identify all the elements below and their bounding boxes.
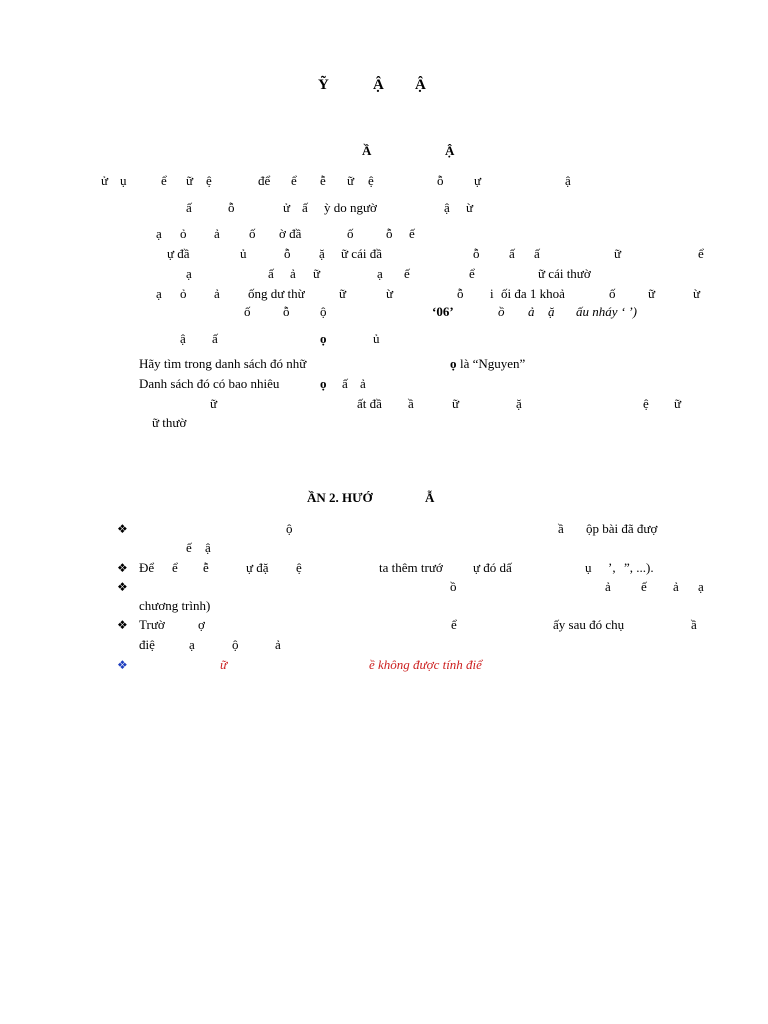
b2-f5: ự đó dấ [473,560,512,575]
b2-f6: ụ [585,560,592,575]
s1-line5-f2: ả [290,266,296,281]
bullet-diamond-icon: ❖ [117,618,128,632]
s1-line5-f1: ấ [268,266,274,281]
s1-line6-f3: ống dư thừ [248,286,305,301]
s1-line4-f4: ữ cái đầ [341,246,382,261]
s1-line4-f0: ự đầ [167,246,190,261]
s1-line7-it0: ồ [498,304,505,319]
doc-title-part-3: Ậ [415,77,426,93]
bullet-diamond-icon: ❖ [117,522,128,536]
s1-line6-f10: ữ [648,286,656,301]
s1-line4-f2: ỗ [284,246,291,261]
b4-cont-f3: ả [275,637,281,652]
s1-line1-f1: ụ [120,173,127,188]
b2-f7: ’, [608,560,616,575]
b2-f4: ta thêm trướ [379,560,443,575]
s1-line1-f8: ữ [347,173,355,188]
s1-question3-f4: ặ [516,396,522,411]
bullet-diamond-icon: ❖ [117,658,128,672]
s1-line6-f0: ạ [156,286,162,301]
section1-heading-part-2: Ậ [445,143,455,158]
s1-line6-f6: ỗ [457,286,464,301]
s1-line4-f1: ủ [240,246,247,261]
s1-line2-f1: ỗ [228,200,235,215]
s1-line1-f3: ữ [186,173,194,188]
b3-f0: ồ [450,579,457,594]
b1-f1: ầ [558,521,564,536]
s1-question3-f5: ệ [643,396,649,411]
s1-question3-f1: ất đầ [357,396,382,411]
s1-line5-f6: ể [469,266,475,281]
b1-cont-f0: ế [186,540,192,555]
s1-line6-f4: ữ [339,286,347,301]
s1-question2-c0: ấ [342,376,348,391]
b3-f1: ả [605,579,611,594]
b1-f2: ộp bài đã đượ [586,521,658,536]
s1-line7-it3: ấu nháy ‘ ’) [576,304,638,319]
b4-cont-f0: điệ [139,637,155,652]
section2-heading-a: ẦN 2. HƯỚ [307,490,373,505]
b4-cont-f1: ạ [189,637,195,652]
s1-line6-f8: ối đa 1 khoả [501,286,565,301]
s1-line7-f0: ố [244,304,251,319]
s1-line1-f11: ự [474,173,482,188]
s1-question1-a: Hãy tìm trong danh sách đó nhữ [139,356,307,371]
b2-f0: ể [172,560,178,575]
b3-f2: ế [641,579,647,594]
s1-line5-f0: ạ [186,266,192,281]
b4-f2: ấy sau đó chụ [553,617,625,632]
s1-line2-f2: ử [283,200,291,215]
s1-line1-f4: ệ [206,173,212,188]
s1-line6-f5: ừ [386,286,394,301]
s1-question3-f6: ữ [674,396,682,411]
s1-line7-it1: ả [528,304,535,319]
bullet-diamond-icon: ❖ [117,561,128,575]
s1-line3-f6: ỗ [386,226,393,241]
s1-line3-f7: ế [409,226,415,241]
s1-line1-f9: ệ [368,173,374,188]
b5-red-f1: ề không được tính điể [369,657,482,672]
s1-line6-f7: i [490,286,494,301]
s1-question1-b: ọ [450,356,457,371]
s1-line5-f3: ữ [313,266,321,281]
doc-title-part-2: Ậ [373,77,384,93]
b2-a: Để [139,560,155,575]
s1-line4-f3: ặ [319,246,325,261]
s1-line5-f4: ạ [377,266,383,281]
s1-question1-c: là “Nguyen” [460,356,526,371]
s1-line2-f6: ừ [466,200,474,215]
s1-line6-f1: ỏ [180,286,187,301]
s1-line7-code: ‘06’ [432,304,454,319]
s1-line1-f10: ỗ [437,173,444,188]
b1-cont-f1: ậ [205,540,211,555]
b3-f3: ả [673,579,679,594]
b3-cont: chương trình) [139,598,211,613]
b5-red-f0: ữ [220,657,228,672]
s1-line3-f2: ả [214,226,220,241]
b4-a: Trườ [139,617,165,632]
s1-line6-f9: ố [609,286,616,301]
s1-line3-f5: ố [347,226,354,241]
b4-cont-f2: ộ [232,637,239,652]
b4-f0: ợ [198,617,205,632]
section1-heading-part-1: Ầ [362,143,372,158]
bullet-diamond-icon: ❖ [117,580,128,594]
s1-line1-f0: ử [101,173,109,188]
s1-line4-f5: ỗ [473,246,480,261]
s1-line1-f6: ể [291,173,297,188]
s1-question2-c1: ả [360,376,366,391]
s1-question3-f3: ữ [452,396,460,411]
s1-line4-f7: ấ [534,246,540,261]
s1-line6-f11: ừ [693,286,701,301]
s1-question3-end: ữ thườ [152,415,187,430]
b2-f8: ”, ...). [624,560,654,575]
s1-line1-f5: để [258,173,271,188]
s1-line3-f1: ỏ [180,226,187,241]
s1-line3-f3: ố [249,226,256,241]
b2-f2: ự đặ [246,560,269,575]
s1-line1-f12: ậ [565,173,571,188]
s1-line2-f3: ấ [302,200,308,215]
s1-line4-f6: ấ [509,246,515,261]
doc-title-part-1: Ỹ [318,77,329,93]
s1-line8-f2: ọ [320,331,327,346]
b4-f3: ầ [691,617,697,632]
b4-f1: ể [451,617,457,632]
s1-question2-a: Danh sách đó có bao nhiêu [139,376,280,391]
b1-f0: ộ [286,521,293,536]
s1-line8-f0: ậ [180,331,186,346]
s1-line7-f2: ộ [320,304,327,319]
b2-f3: ệ [296,560,302,575]
b3-f4: ạ [698,579,704,594]
s1-line2-f0: ấ [186,200,192,215]
s1-line4-f8: ữ [614,246,622,261]
section2-heading-b: Ẫ [425,490,435,505]
s1-line2-f4: ỳ do ngườ [324,200,377,215]
s1-line6-f2: ả [214,286,220,301]
s1-line3-f4: ờ đầ [279,226,302,241]
s1-line5-f5: ế [404,266,410,281]
s1-line4-f9: ể [698,246,704,261]
s1-line3-f0: ạ [156,226,162,241]
s1-line7-f1: ỗ [283,304,290,319]
s1-question2-b: ọ [320,376,327,391]
s1-line7-it2: ặ [548,304,555,319]
b2-f1: ễ [203,560,209,575]
s1-line8-f1: ấ [212,331,218,346]
s1-question3-f2: ầ [408,396,414,411]
s1-line2-f5: ậ [444,200,450,215]
s1-line8-f3: ủ [373,331,380,346]
s1-line1-f2: ể [161,173,167,188]
s1-question3-f0: ữ [210,396,218,411]
s1-line1-f7: ễ [320,173,326,188]
s1-line5-f7: ữ cái thườ [538,266,591,281]
